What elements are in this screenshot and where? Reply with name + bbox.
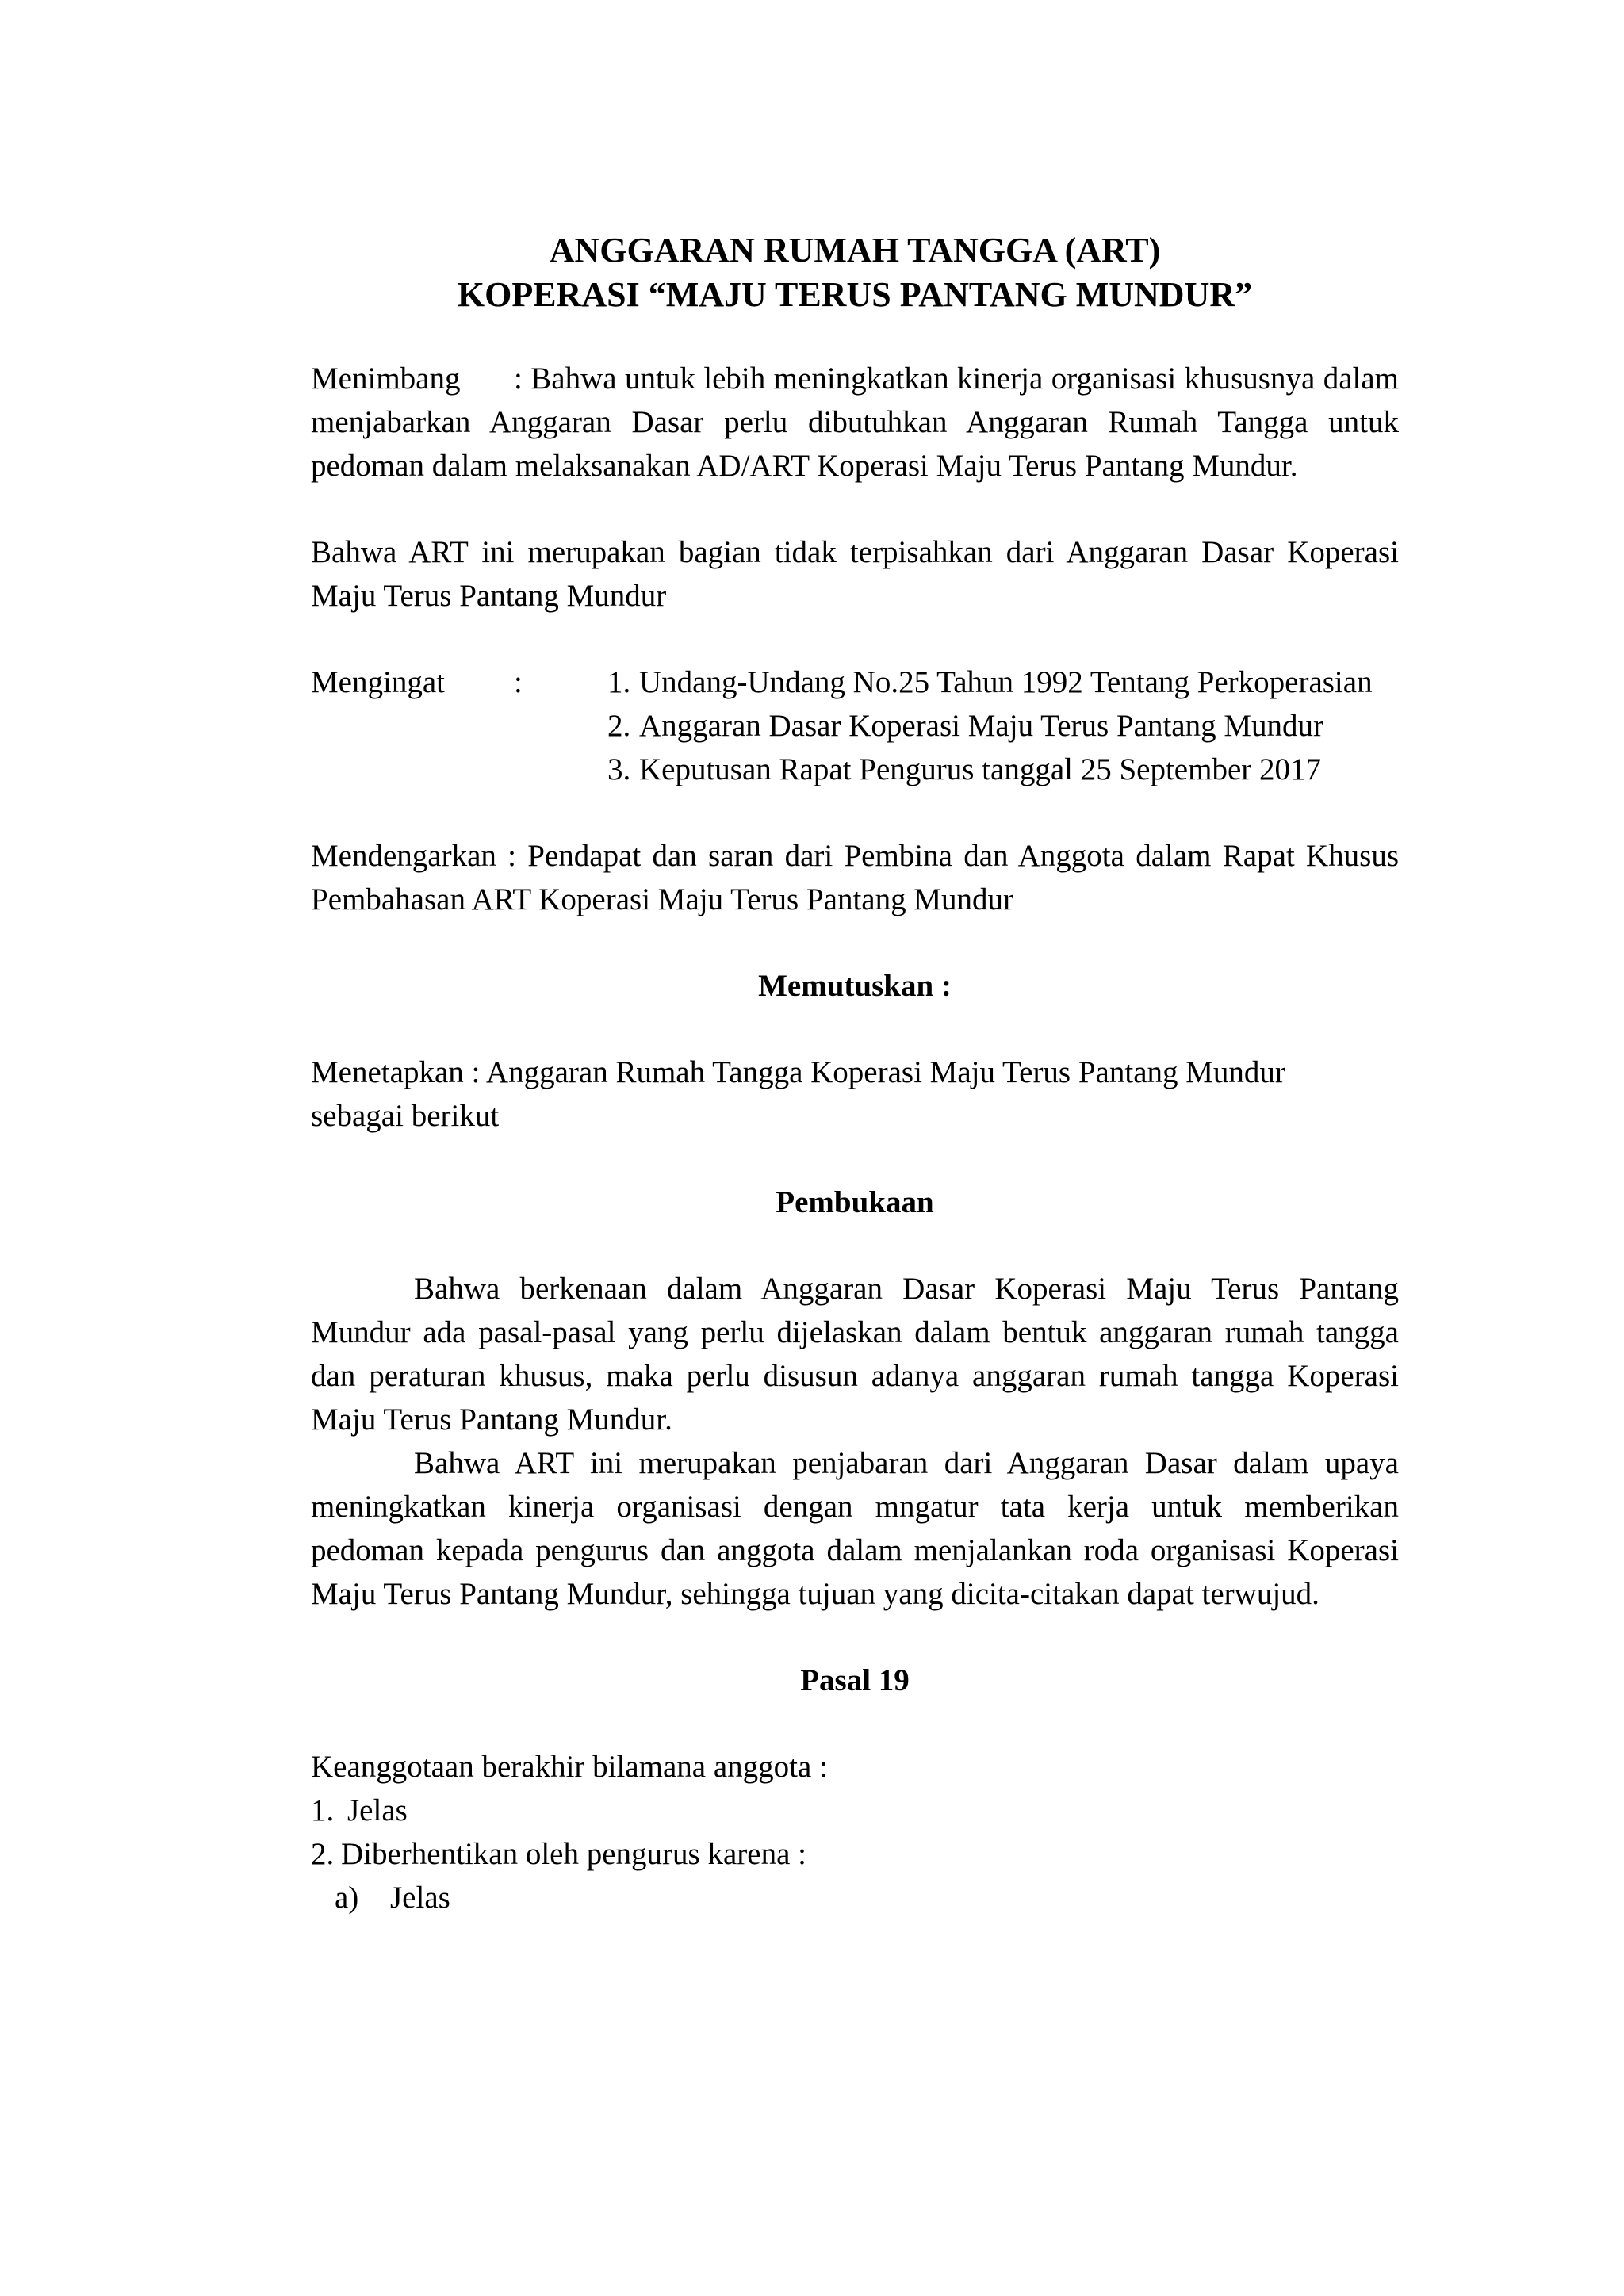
pasal-19-intro: Keanggotaan berakhir bilamana anggota : <box>311 1750 828 1784</box>
list-item <box>311 1789 1399 1832</box>
list-item-number: 1. <box>607 665 631 699</box>
title-line-2: KOPERASI “MAJU TERUS PANTANG MUNDUR” <box>457 275 1253 314</box>
mengingat-section <box>311 660 1399 791</box>
menimbang-paragraph <box>311 357 1399 488</box>
list-item-number: 3. <box>607 752 631 786</box>
memutuskan-heading: Memutuskan : <box>758 969 952 1003</box>
mengingat-colon: : <box>514 665 523 699</box>
title-line-1: ANGGARAN RUMAH TANGGA (ART) <box>549 231 1161 270</box>
pembukaan-paragraph-1: Bahwa berkenaan dalam Anggaran Dasar Koperasi Maju Terus Pantang Mundur ada pasal-pasal yang perlu dijelaskan dalam bentuk anggaran rumah tangga dan peraturan khusus, maka perlu disusun adanya anggaran rumah tangga Koperasi Maju Terus Pantang Mundur. <box>311 1272 1399 1437</box>
mengingat-label: Mengingat <box>311 665 445 699</box>
document-body <box>311 228 1399 1919</box>
bahwa-art-paragraph: Bahwa ART ini merupakan bagian tidak terpisahkan dari Anggaran Dasar Koperasi Maju Terus Pantang Mundur <box>311 535 1399 613</box>
mengingat-list <box>607 660 1399 791</box>
list-item <box>607 704 1399 748</box>
list-item-number: 2. <box>607 709 631 743</box>
menimbang-label: Menimbang <box>311 362 461 396</box>
list-item-text: Jelas <box>347 1793 408 1827</box>
mendengarkan-paragraph: Mendengarkan : Pendapat dan saran dari Pembina dan Anggota dalam Rapat Khusus Pembahasan ART Koperasi Maju Terus Pantang Mundur <box>311 839 1399 916</box>
list-item-text: Undang-Undang No.25 Tahun 1992 Tentang Perkoperasian <box>639 665 1373 699</box>
list-item <box>311 1832 1399 1876</box>
list-item-text: Keputusan Rapat Pengurus tanggal 25 September 2017 <box>639 752 1321 786</box>
list-item <box>607 748 1399 791</box>
sub-list-item-letter: a) <box>335 1881 359 1915</box>
sub-list-item <box>311 1876 1399 1919</box>
menetapkan-paragraph <box>311 1050 1399 1138</box>
list-item-number: 1. <box>311 1793 335 1827</box>
pasal-19-heading: Pasal 19 <box>800 1663 910 1697</box>
pembukaan-heading: Pembukaan <box>776 1185 934 1219</box>
list-item <box>607 660 1399 704</box>
sub-list-item-text: Jelas <box>390 1881 450 1915</box>
pembukaan-paragraph-2: Bahwa ART ini merupakan penjabaran dari Anggaran Dasar dalam upaya meningkatkan kinerja organisasi dengan mngatur tata kerja untuk memberikan pedoman kepada pengurus dan anggota dalam menjalankan roda organisasi Koperasi Maju Terus Pantang Mundur, sehingga tujuan yang dicita-citakan dapat terwujud. <box>311 1446 1399 1611</box>
document-title <box>311 228 1399 317</box>
menetapkan-line-1: Menetapkan : Anggaran Rumah Tangga Koperasi Maju Terus Pantang Mundur <box>311 1055 1285 1089</box>
list-item-number: 2. <box>311 1837 335 1871</box>
menimbang-text: : Bahwa untuk lebih meningkatkan kinerja organisasi khususnya dalam menjabarkan Anggaran Dasar perlu dibutuhkan Anggaran Rumah Tangga untuk pedoman dalam melaksanakan AD/ART Koperasi Maju Terus Pantang Mundur. <box>311 362 1399 483</box>
list-item-text: Diberhentikan oleh pengurus karena : <box>341 1837 806 1871</box>
list-item-text: Anggaran Dasar Koperasi Maju Terus Pantang Mundur <box>639 709 1324 743</box>
menetapkan-line-2: sebagai berikut <box>311 1099 500 1133</box>
